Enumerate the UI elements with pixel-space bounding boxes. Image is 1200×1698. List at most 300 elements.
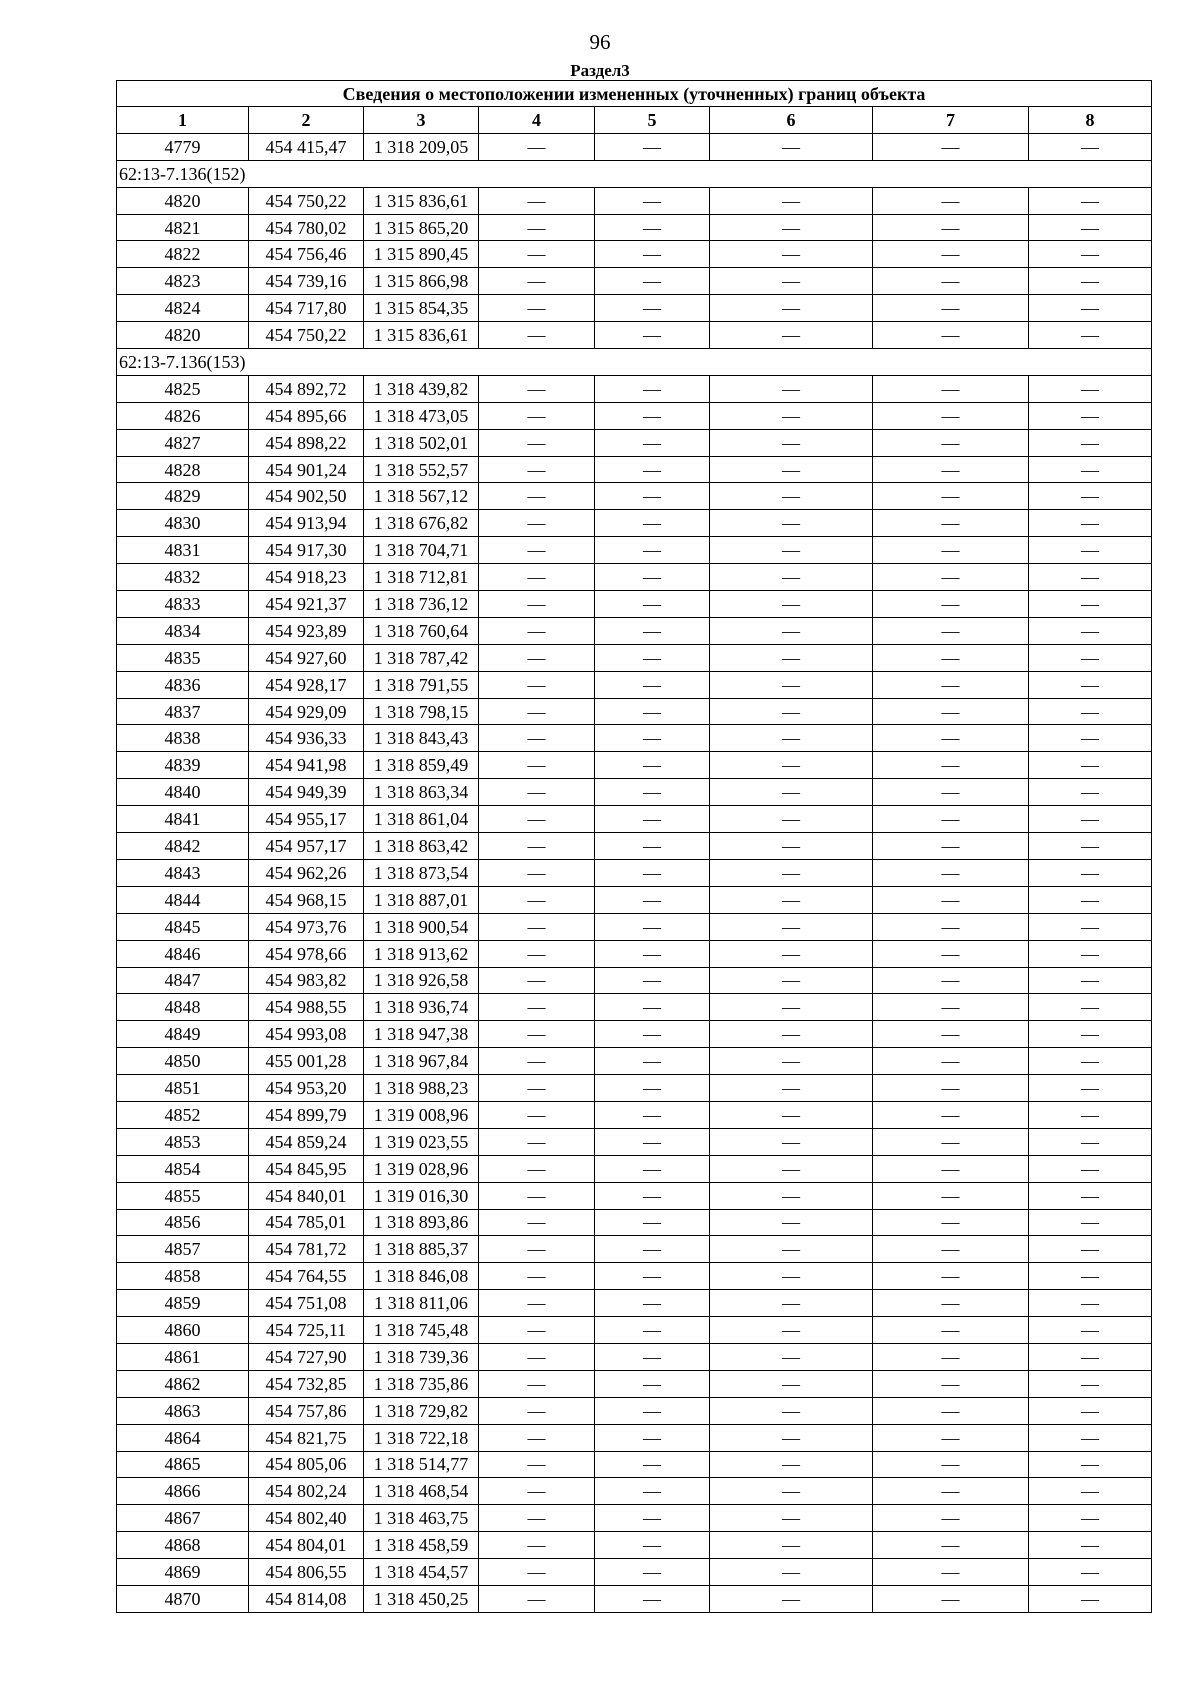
x-coordinate-cell: 454 781,72 — [249, 1236, 364, 1263]
empty-value-cell: — — [710, 1585, 873, 1612]
empty-value-cell: — — [873, 1236, 1029, 1263]
table-body — [117, 133, 1152, 1612]
table-row — [117, 1343, 1152, 1370]
y-coordinate-cell: 1 319 028,96 — [364, 1155, 479, 1182]
empty-value-cell: — — [710, 187, 873, 214]
x-coordinate-cell: 454 739,16 — [249, 268, 364, 295]
x-coordinate-cell: 454 898,22 — [249, 429, 364, 456]
empty-value-cell: — — [479, 241, 595, 268]
empty-value-cell: — — [710, 1559, 873, 1586]
empty-value-cell: — — [1029, 537, 1152, 564]
empty-value-cell: — — [479, 1101, 595, 1128]
table-row — [117, 402, 1152, 429]
empty-value-cell: — — [710, 779, 873, 806]
table-row — [117, 1075, 1152, 1102]
empty-value-cell: — — [479, 1478, 595, 1505]
point-number-cell: 4827 — [117, 429, 249, 456]
empty-value-cell: — — [479, 833, 595, 860]
empty-value-cell: — — [873, 133, 1029, 160]
x-coordinate-cell: 455 001,28 — [249, 1048, 364, 1075]
empty-value-cell: — — [710, 617, 873, 644]
x-coordinate-cell: 454 840,01 — [249, 1182, 364, 1209]
empty-value-cell: — — [1029, 1128, 1152, 1155]
empty-value-cell: — — [479, 1155, 595, 1182]
point-number-cell: 4850 — [117, 1048, 249, 1075]
empty-value-cell: — — [595, 1209, 710, 1236]
empty-value-cell: — — [595, 1101, 710, 1128]
empty-value-cell: — — [710, 1236, 873, 1263]
y-coordinate-cell: 1 318 913,62 — [364, 940, 479, 967]
y-coordinate-cell: 1 318 567,12 — [364, 483, 479, 510]
empty-value-cell: — — [1029, 886, 1152, 913]
point-number-cell: 4851 — [117, 1075, 249, 1102]
y-coordinate-cell: 1 318 514,77 — [364, 1451, 479, 1478]
empty-value-cell: — — [1029, 1209, 1152, 1236]
column-header: 3 — [364, 107, 479, 134]
empty-value-cell: — — [1029, 268, 1152, 295]
table-row — [117, 214, 1152, 241]
empty-value-cell: — — [873, 859, 1029, 886]
empty-value-cell: — — [595, 1317, 710, 1344]
empty-value-cell: — — [595, 1236, 710, 1263]
empty-value-cell: — — [595, 617, 710, 644]
empty-value-cell: — — [873, 510, 1029, 537]
empty-value-cell: — — [479, 886, 595, 913]
empty-value-cell: — — [1029, 752, 1152, 779]
empty-value-cell: — — [873, 1370, 1029, 1397]
empty-value-cell: — — [595, 1424, 710, 1451]
y-coordinate-cell: 1 315 836,61 — [364, 322, 479, 349]
empty-value-cell: — — [1029, 698, 1152, 725]
empty-value-cell: — — [479, 1263, 595, 1290]
empty-value-cell: — — [1029, 402, 1152, 429]
empty-value-cell: — — [479, 725, 595, 752]
x-coordinate-cell: 454 973,76 — [249, 913, 364, 940]
empty-value-cell: — — [710, 967, 873, 994]
x-coordinate-cell: 454 415,47 — [249, 133, 364, 160]
empty-value-cell: — — [873, 1397, 1029, 1424]
point-number-cell: 4836 — [117, 671, 249, 698]
x-coordinate-cell: 454 955,17 — [249, 806, 364, 833]
table-caption: Сведения о местоположении измененных (уточненных) границ объекта — [117, 81, 1152, 107]
empty-value-cell: — — [479, 994, 595, 1021]
table-row — [117, 1532, 1152, 1559]
y-coordinate-cell: 1 318 887,01 — [364, 886, 479, 913]
y-coordinate-cell: 1 318 863,42 — [364, 833, 479, 860]
table-row — [117, 833, 1152, 860]
y-coordinate-cell: 1 318 791,55 — [364, 671, 479, 698]
object-number-label: 62:13-7.136(153) — [117, 349, 1152, 376]
point-number-cell: 4833 — [117, 591, 249, 618]
x-coordinate-cell: 454 750,22 — [249, 322, 364, 349]
y-coordinate-cell: 1 318 843,43 — [364, 725, 479, 752]
empty-value-cell: — — [710, 725, 873, 752]
x-coordinate-cell: 454 785,01 — [249, 1209, 364, 1236]
table-row — [117, 1397, 1152, 1424]
table-row — [117, 913, 1152, 940]
empty-value-cell: — — [710, 1155, 873, 1182]
x-coordinate-cell: 454 936,33 — [249, 725, 364, 752]
x-coordinate-cell: 454 802,24 — [249, 1478, 364, 1505]
y-coordinate-cell: 1 318 873,54 — [364, 859, 479, 886]
table-row — [117, 429, 1152, 456]
empty-value-cell: — — [710, 133, 873, 160]
empty-value-cell: — — [479, 187, 595, 214]
empty-value-cell: — — [479, 698, 595, 725]
empty-value-cell: — — [595, 591, 710, 618]
point-number-cell: 4862 — [117, 1370, 249, 1397]
empty-value-cell: — — [1029, 671, 1152, 698]
point-number-cell: 4870 — [117, 1585, 249, 1612]
point-number-cell: 4838 — [117, 725, 249, 752]
column-header: 5 — [595, 107, 710, 134]
point-number-cell: 4843 — [117, 859, 249, 886]
empty-value-cell: — — [710, 806, 873, 833]
empty-value-cell: — — [710, 402, 873, 429]
empty-value-cell: — — [595, 1128, 710, 1155]
empty-value-cell: — — [595, 510, 710, 537]
empty-value-cell: — — [595, 1048, 710, 1075]
y-coordinate-cell: 1 318 736,12 — [364, 591, 479, 618]
empty-value-cell: — — [479, 510, 595, 537]
table-row — [117, 1128, 1152, 1155]
empty-value-cell: — — [595, 1075, 710, 1102]
empty-value-cell: — — [873, 913, 1029, 940]
table-row — [117, 1021, 1152, 1048]
empty-value-cell: — — [479, 214, 595, 241]
empty-value-cell: — — [710, 1048, 873, 1075]
y-coordinate-cell: 1 318 454,57 — [364, 1559, 479, 1586]
boundary-coordinates-table — [116, 80, 1152, 1613]
empty-value-cell: — — [710, 1343, 873, 1370]
empty-value-cell: — — [873, 1585, 1029, 1612]
empty-value-cell: — — [873, 967, 1029, 994]
column-header: 4 — [479, 107, 595, 134]
empty-value-cell: — — [710, 322, 873, 349]
empty-value-cell: — — [1029, 456, 1152, 483]
column-header: 2 — [249, 107, 364, 134]
empty-value-cell: — — [1029, 375, 1152, 402]
table-row — [117, 1505, 1152, 1532]
y-coordinate-cell: 1 318 861,04 — [364, 806, 479, 833]
empty-value-cell: — — [1029, 1424, 1152, 1451]
empty-value-cell: — — [873, 1263, 1029, 1290]
empty-value-cell: — — [710, 214, 873, 241]
empty-value-cell: — — [873, 456, 1029, 483]
empty-value-cell: — — [873, 886, 1029, 913]
x-coordinate-cell: 454 802,40 — [249, 1505, 364, 1532]
y-coordinate-cell: 1 318 712,81 — [364, 564, 479, 591]
table-row — [117, 806, 1152, 833]
point-number-cell: 4826 — [117, 402, 249, 429]
x-coordinate-cell: 454 821,75 — [249, 1424, 364, 1451]
table-row — [117, 1424, 1152, 1451]
y-coordinate-cell: 1 318 458,59 — [364, 1532, 479, 1559]
x-coordinate-cell: 454 968,15 — [249, 886, 364, 913]
x-coordinate-cell: 454 901,24 — [249, 456, 364, 483]
empty-value-cell: — — [873, 322, 1029, 349]
empty-value-cell: — — [873, 268, 1029, 295]
empty-value-cell: — — [1029, 940, 1152, 967]
empty-value-cell: — — [479, 779, 595, 806]
empty-value-cell: — — [1029, 1101, 1152, 1128]
x-coordinate-cell: 454 902,50 — [249, 483, 364, 510]
point-number-cell: 4864 — [117, 1424, 249, 1451]
y-coordinate-cell: 1 315 865,20 — [364, 214, 479, 241]
y-coordinate-cell: 1 318 988,23 — [364, 1075, 479, 1102]
empty-value-cell: — — [595, 214, 710, 241]
table-row — [117, 268, 1152, 295]
point-number-cell: 4869 — [117, 1559, 249, 1586]
empty-value-cell: — — [1029, 644, 1152, 671]
point-number-cell: 4839 — [117, 752, 249, 779]
x-coordinate-cell: 454 805,06 — [249, 1451, 364, 1478]
empty-value-cell: — — [595, 483, 710, 510]
empty-value-cell: — — [595, 833, 710, 860]
point-number-cell: 4824 — [117, 295, 249, 322]
section-title: Раздел3 — [570, 61, 630, 80]
table-row — [117, 322, 1152, 349]
table-row — [117, 1182, 1152, 1209]
x-coordinate-cell: 454 806,55 — [249, 1559, 364, 1586]
empty-value-cell: — — [1029, 806, 1152, 833]
x-coordinate-cell: 454 814,08 — [249, 1585, 364, 1612]
empty-value-cell: — — [873, 725, 1029, 752]
empty-value-cell: — — [710, 1317, 873, 1344]
page-number: 96 — [589, 30, 611, 54]
empty-value-cell: — — [595, 886, 710, 913]
empty-value-cell: — — [479, 671, 595, 698]
point-number-cell: 4837 — [117, 698, 249, 725]
y-coordinate-cell: 1 318 947,38 — [364, 1021, 479, 1048]
table-row — [117, 241, 1152, 268]
empty-value-cell: — — [595, 133, 710, 160]
y-coordinate-cell: 1 318 450,25 — [364, 1585, 479, 1612]
x-coordinate-cell: 454 727,90 — [249, 1343, 364, 1370]
empty-value-cell: — — [479, 806, 595, 833]
empty-value-cell: — — [873, 1451, 1029, 1478]
empty-value-cell: — — [1029, 1075, 1152, 1102]
point-number-cell: 4779 — [117, 133, 249, 160]
point-number-cell: 4835 — [117, 644, 249, 671]
empty-value-cell: — — [873, 1478, 1029, 1505]
empty-value-cell: — — [710, 591, 873, 618]
y-coordinate-cell: 1 318 798,15 — [364, 698, 479, 725]
y-coordinate-cell: 1 318 739,36 — [364, 1343, 479, 1370]
table-row — [117, 1290, 1152, 1317]
empty-value-cell: — — [1029, 429, 1152, 456]
x-coordinate-cell: 454 732,85 — [249, 1370, 364, 1397]
empty-value-cell: — — [710, 1128, 873, 1155]
empty-value-cell: — — [479, 564, 595, 591]
table-row — [117, 671, 1152, 698]
table-row — [117, 537, 1152, 564]
empty-value-cell: — — [710, 1101, 873, 1128]
empty-value-cell: — — [479, 1075, 595, 1102]
table-row — [117, 295, 1152, 322]
empty-value-cell: — — [873, 1021, 1029, 1048]
empty-value-cell: — — [595, 187, 710, 214]
empty-value-cell: — — [479, 483, 595, 510]
point-number-cell: 4858 — [117, 1263, 249, 1290]
x-coordinate-cell: 454 993,08 — [249, 1021, 364, 1048]
empty-value-cell: — — [479, 644, 595, 671]
empty-value-cell: — — [710, 510, 873, 537]
empty-value-cell: — — [479, 456, 595, 483]
y-coordinate-cell: 1 318 209,05 — [364, 133, 479, 160]
x-coordinate-cell: 454 941,98 — [249, 752, 364, 779]
point-number-cell: 4854 — [117, 1155, 249, 1182]
empty-value-cell: — — [595, 1585, 710, 1612]
y-coordinate-cell: 1 318 729,82 — [364, 1397, 479, 1424]
point-number-cell: 4867 — [117, 1505, 249, 1532]
empty-value-cell: — — [710, 1532, 873, 1559]
empty-value-cell: — — [479, 268, 595, 295]
empty-value-cell: — — [479, 1505, 595, 1532]
empty-value-cell: — — [1029, 1370, 1152, 1397]
y-coordinate-cell: 1 318 926,58 — [364, 967, 479, 994]
y-coordinate-cell: 1 318 936,74 — [364, 994, 479, 1021]
empty-value-cell: — — [1029, 1048, 1152, 1075]
empty-value-cell: — — [710, 752, 873, 779]
empty-value-cell: — — [873, 1559, 1029, 1586]
x-coordinate-cell: 454 756,46 — [249, 241, 364, 268]
y-coordinate-cell: 1 318 704,71 — [364, 537, 479, 564]
empty-value-cell: — — [595, 456, 710, 483]
y-coordinate-cell: 1 318 846,08 — [364, 1263, 479, 1290]
empty-value-cell: — — [595, 1478, 710, 1505]
empty-value-cell: — — [710, 859, 873, 886]
empty-value-cell: — — [595, 1559, 710, 1586]
empty-value-cell: — — [873, 1424, 1029, 1451]
table-row — [117, 779, 1152, 806]
empty-value-cell: — — [479, 1236, 595, 1263]
y-coordinate-cell: 1 318 859,49 — [364, 752, 479, 779]
empty-value-cell: — — [873, 483, 1029, 510]
y-coordinate-cell: 1 318 439,82 — [364, 375, 479, 402]
empty-value-cell: — — [710, 1075, 873, 1102]
table-row — [117, 483, 1152, 510]
empty-value-cell: — — [873, 402, 1029, 429]
empty-value-cell: — — [873, 833, 1029, 860]
y-coordinate-cell: 1 318 893,86 — [364, 1209, 479, 1236]
y-coordinate-cell: 1 318 473,05 — [364, 402, 479, 429]
table-row — [117, 591, 1152, 618]
table-row — [117, 1236, 1152, 1263]
x-coordinate-cell: 454 917,30 — [249, 537, 364, 564]
x-coordinate-cell: 454 892,72 — [249, 375, 364, 402]
empty-value-cell: — — [710, 564, 873, 591]
empty-value-cell: — — [873, 644, 1029, 671]
object-group-row — [117, 349, 1152, 376]
empty-value-cell: — — [873, 1101, 1029, 1128]
empty-value-cell: — — [595, 913, 710, 940]
empty-value-cell: — — [710, 1397, 873, 1424]
point-number-cell: 4828 — [117, 456, 249, 483]
empty-value-cell: — — [479, 752, 595, 779]
empty-value-cell: — — [873, 537, 1029, 564]
empty-value-cell: — — [710, 1021, 873, 1048]
point-number-cell: 4829 — [117, 483, 249, 510]
y-coordinate-cell: 1 318 760,64 — [364, 617, 479, 644]
empty-value-cell: — — [479, 402, 595, 429]
empty-value-cell: — — [873, 187, 1029, 214]
empty-value-cell: — — [710, 1290, 873, 1317]
empty-value-cell: — — [873, 1182, 1029, 1209]
x-coordinate-cell: 454 764,55 — [249, 1263, 364, 1290]
empty-value-cell: — — [873, 1317, 1029, 1344]
empty-value-cell: — — [710, 1505, 873, 1532]
empty-value-cell: — — [873, 698, 1029, 725]
point-number-cell: 4844 — [117, 886, 249, 913]
empty-value-cell: — — [710, 1451, 873, 1478]
x-coordinate-cell: 454 957,17 — [249, 833, 364, 860]
point-number-cell: 4830 — [117, 510, 249, 537]
x-coordinate-cell: 454 949,39 — [249, 779, 364, 806]
x-coordinate-cell: 454 978,66 — [249, 940, 364, 967]
empty-value-cell: — — [595, 671, 710, 698]
table-row — [117, 859, 1152, 886]
y-coordinate-cell: 1 318 885,37 — [364, 1236, 479, 1263]
empty-value-cell: — — [710, 268, 873, 295]
table-row — [117, 698, 1152, 725]
empty-value-cell: — — [873, 940, 1029, 967]
empty-value-cell: — — [710, 886, 873, 913]
empty-value-cell: — — [710, 537, 873, 564]
point-number-cell: 4868 — [117, 1532, 249, 1559]
empty-value-cell: — — [1029, 1585, 1152, 1612]
point-number-cell: 4860 — [117, 1317, 249, 1344]
table-row — [117, 886, 1152, 913]
empty-value-cell: — — [873, 752, 1029, 779]
x-coordinate-cell: 454 757,86 — [249, 1397, 364, 1424]
x-coordinate-cell: 454 918,23 — [249, 564, 364, 591]
point-number-cell: 4842 — [117, 833, 249, 860]
column-header: 6 — [710, 107, 873, 134]
empty-value-cell: — — [479, 1451, 595, 1478]
empty-value-cell: — — [595, 564, 710, 591]
empty-value-cell: — — [479, 1290, 595, 1317]
x-coordinate-cell: 454 962,26 — [249, 859, 364, 886]
empty-value-cell: — — [873, 564, 1029, 591]
column-header: 1 — [117, 107, 249, 134]
point-number-cell: 4857 — [117, 1236, 249, 1263]
empty-value-cell: — — [1029, 1397, 1152, 1424]
empty-value-cell: — — [873, 1343, 1029, 1370]
table-row — [117, 456, 1152, 483]
empty-value-cell: — — [710, 1478, 873, 1505]
empty-value-cell: — — [1029, 1317, 1152, 1344]
point-number-cell: 4861 — [117, 1343, 249, 1370]
empty-value-cell: — — [595, 644, 710, 671]
empty-value-cell: — — [1029, 591, 1152, 618]
x-coordinate-cell: 454 859,24 — [249, 1128, 364, 1155]
empty-value-cell: — — [710, 1209, 873, 1236]
empty-value-cell: — — [479, 1128, 595, 1155]
empty-value-cell: — — [479, 375, 595, 402]
point-number-cell: 4846 — [117, 940, 249, 967]
empty-value-cell: — — [1029, 187, 1152, 214]
empty-value-cell: — — [1029, 1559, 1152, 1586]
empty-value-cell: — — [873, 375, 1029, 402]
empty-value-cell: — — [710, 698, 873, 725]
empty-value-cell: — — [1029, 1478, 1152, 1505]
x-coordinate-cell: 454 845,95 — [249, 1155, 364, 1182]
empty-value-cell: — — [1029, 214, 1152, 241]
empty-value-cell: — — [710, 994, 873, 1021]
point-number-cell: 4865 — [117, 1451, 249, 1478]
empty-value-cell: — — [1029, 510, 1152, 537]
